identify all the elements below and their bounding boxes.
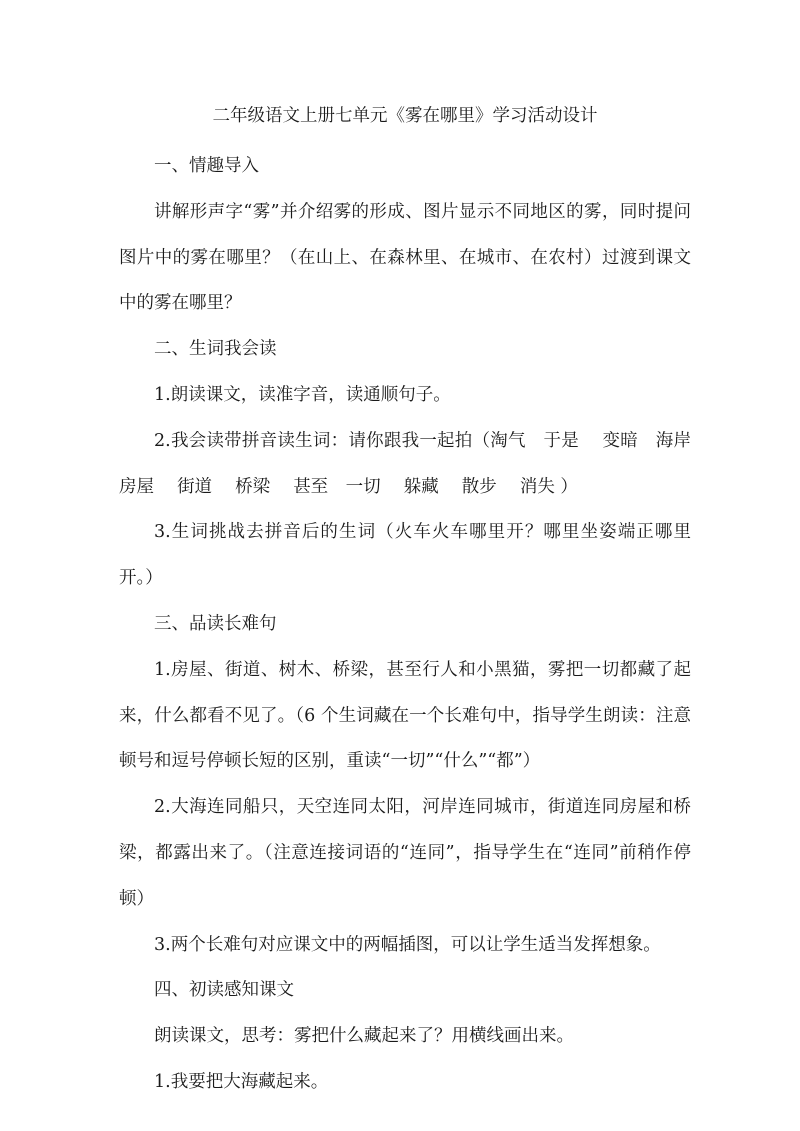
paragraph-vocab-2: 2.我会读带拼音读生词：请你跟我一起拍（淘气 于是 变暗 海岸 房屋 街道 桥梁 甚至 一切 躲藏 散步 消失 ） [119, 430, 715, 497]
paragraph-intro: 讲解形声字“雾”并介绍雾的形成、图片显示不同地区的雾，同时提问图片中的雾在哪里？（在山上、在森林里、在城市、在农村）过渡到课文中的雾在哪里？ [119, 201, 691, 314]
paragraph-sentence-3: 3.两个长难句对应课文中的两幅插图，可以让学生适当发挥想象。 [154, 934, 661, 955]
section-heading-vocabulary: 二、生词我会读 [154, 339, 277, 360]
paragraph-vocab-3: 3.生词挑战去拼音后的生词（火车火车哪里开？哪里坐姿端正哪里开。） [119, 522, 691, 589]
paragraph-sentence-2: 2.大海连同船只，天空连同太阳，河岸连同城市，街道连同房屋和桥梁，都露出来了。（注意连接词语的“连同”，指导学生在“连同”前稍作停顿） [119, 797, 691, 909]
document-title: 二年级语文上册七单元《雾在哪里》学习活动设计 [212, 106, 598, 126]
section-heading-intro: 一、情趣导入 [154, 156, 259, 176]
paragraph-reading-task: 朗读课文，思考：雾把什么藏起来了？用横线画出来。 [154, 1026, 574, 1047]
paragraph-vocab-1: 1.朗读课文，读准字音，读通顺句子。 [154, 384, 451, 405]
paragraph-reading-1: 1.我要把大海藏起来。 [154, 1071, 329, 1092]
section-heading-long-sentences: 三、品读长难句 [154, 613, 277, 634]
paragraph-sentence-1: 1.房屋、街道、树木、桥梁，甚至行人和小黑猫，雾把一切都藏了起来，什么都看不见了。（6 个生词藏在一个长难句中，指导学生朗读：注意顿号和逗号停顿长短的区别，重读“一切”“什么”“都”） [119, 659, 691, 772]
document-body [119, 98, 715, 1106]
section-heading-first-reading: 四、初读感知课文 [154, 980, 294, 1001]
